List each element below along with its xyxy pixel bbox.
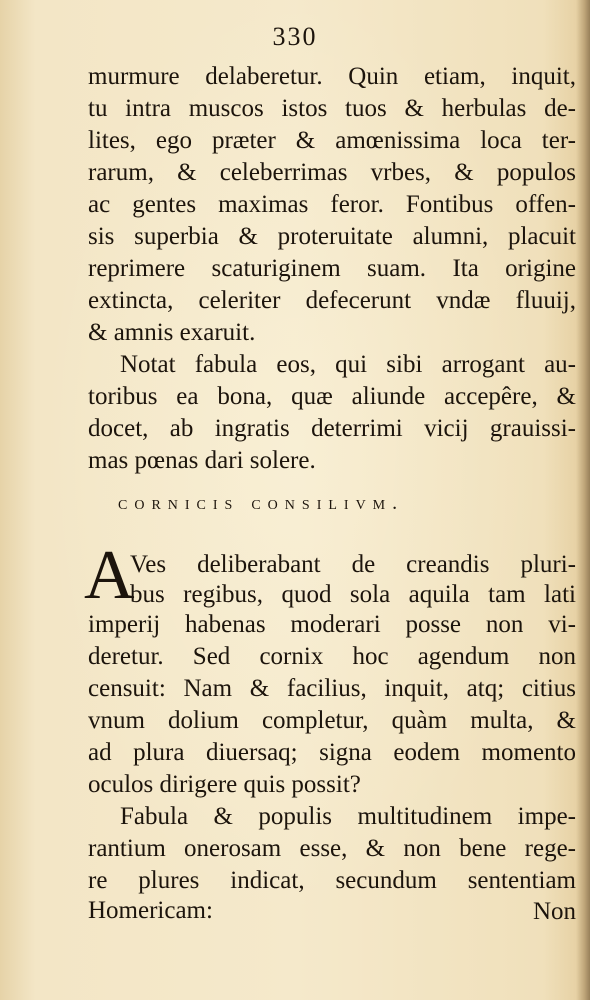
text-line: ac gentes maximas feror. Fontibus offen- (88, 191, 576, 218)
text-line: imperij habenas moderari posse non vi- (88, 611, 576, 638)
text-line: Homericam: (88, 897, 213, 924)
text-line: murmure delaberetur. Quin etiam, inquit, (88, 63, 576, 90)
text-line: toribus ea bona, quæ aliunde accepêre, & (88, 383, 576, 410)
text-line: reprimere scaturiginem suam. Ita origine (88, 255, 576, 282)
catchword: Non (532, 898, 576, 925)
text-line: & amnis exaruit. (88, 319, 256, 346)
text-line: bus regibus, quod sola aquila tam lati (130, 581, 576, 608)
text-line: censuit: Nam & facilius, inquit, atq; citius (88, 675, 576, 702)
text-line: rarum, & celeberrimas vrbes, & populos (88, 159, 576, 186)
page-number: 330 (272, 22, 318, 51)
text-line: Ves deliberabant de creandis pluri- (130, 551, 576, 578)
text-line: docet, ab ingratis deterrimi vicij grauissi- (88, 415, 576, 442)
text-line: deretur. Sed cornix hoc agendum non (88, 643, 576, 670)
text-line: oculos dirigere quis possit? (88, 771, 361, 798)
fable-heading: cornicis consilivm. (118, 492, 405, 514)
text-line: rantium onerosam esse, & non bene rege- (88, 835, 576, 862)
text-line: vnum dolium completur, quàm multa, & (88, 707, 576, 734)
page-gutter-shadow (576, 0, 590, 1000)
text-line: Notat fabula eos, qui sibi arrogant au- (120, 351, 576, 378)
text-line: tu intra muscos istos tuos & herbulas de- (88, 95, 576, 122)
text-line: extincta, celeriter defecerunt vndæ fluuij, (88, 287, 576, 314)
text-line: Fabula & populis multitudinem impe- (120, 803, 576, 830)
text-line: sis superbia & proteruitate alumni, placuit (88, 223, 576, 250)
drop-cap: A (84, 537, 135, 614)
text-line: ad plura diuersaq; signa eodem momento (88, 739, 576, 766)
text-line: re plures indicat, secundum sententiam (88, 867, 576, 894)
text-line: lites, ego præter & amœnissima loca ter- (88, 127, 576, 154)
text-line: mas pœnas dari solere. (88, 447, 316, 474)
